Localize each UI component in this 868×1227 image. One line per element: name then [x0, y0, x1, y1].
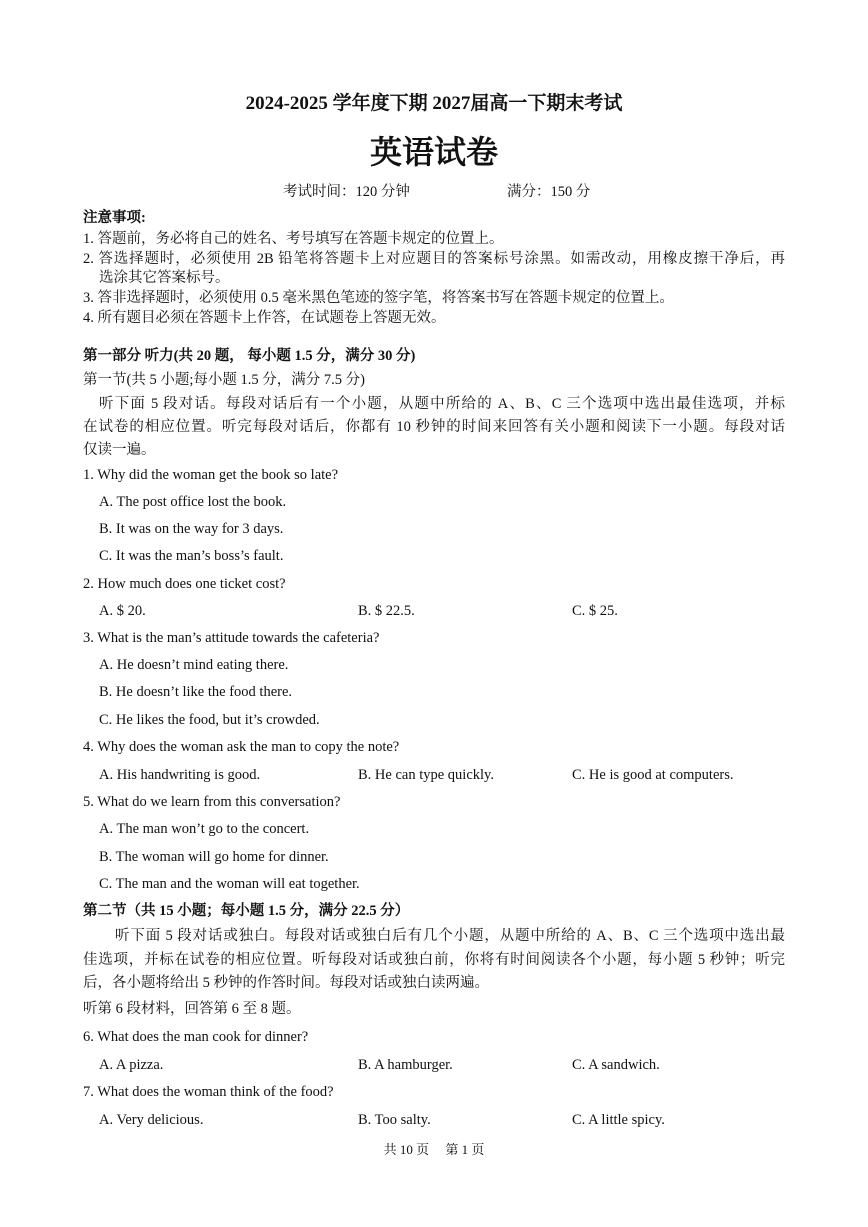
question: 1. Why did the woman get the book so late?: [83, 467, 339, 483]
question: 2. How much does one ticket cost?: [83, 576, 286, 592]
option: A. The man won’t go to the concert.: [99, 821, 310, 837]
section-title: 第二节（共 15 小题；每小题 1.5 分，满分 22.5 分）: [83, 903, 410, 919]
option: A. His handwriting is good.: [99, 767, 261, 783]
instruction-line: 仅读一遍。: [83, 442, 156, 458]
option: C. A sandwich.: [572, 1057, 660, 1073]
option: C. The man and the woman will eat together.: [99, 876, 360, 892]
question: 7. What does the woman think of the food?: [83, 1084, 334, 1100]
option: B. It was on the way for 3 days.: [99, 521, 284, 537]
option: C. It was the man’s boss’s fault.: [99, 548, 284, 564]
note-item: 选涂其它答案标号。: [99, 270, 230, 286]
question: 3. What is the man’s attitude towards the cafeteria?: [83, 630, 380, 646]
option: B. He can type quickly.: [358, 767, 494, 783]
instruction-line: 佳选项，并标在试卷的相应位置。听每段对话或独白前，你将有时间阅读各个小题，每小题 5 秒钟；听完: [83, 952, 785, 968]
option: C. $ 25.: [572, 603, 618, 619]
option: A. $ 20.: [99, 603, 146, 619]
question: 4. Why does the woman ask the man to copy the note?: [83, 739, 400, 755]
note-item: 1. 答题前，务必将自己的姓名、考号填写在答题卡规定的位置上。: [83, 231, 504, 247]
instruction-line: 在试卷的相应位置。听完每段对话后，你都有 10 秒钟的时间来回答有关小题和阅读下一小题。每段对话: [83, 419, 785, 435]
option: A. A pizza.: [99, 1057, 164, 1073]
question: 6. What does the man cook for dinner?: [83, 1029, 309, 1045]
option: B. He doesn’t like the food there.: [99, 684, 293, 700]
option: A. The post office lost the book.: [99, 494, 287, 510]
option: C. He is good at computers.: [572, 767, 734, 783]
note-item: 2. 答选择题时，必须使用 2B 铅笔将答题卡上对应题目的答案标号涂黑。如需改动，用橡皮擦干净后，再: [83, 251, 785, 267]
exam-title: 2024-2025 学年度下期 2027届高一下期末考试: [245, 93, 623, 114]
page-footer: 共 10 页 第 1 页: [383, 1142, 485, 1157]
section-title: 第一节(共 5 小题;每小题 1.5 分，满分 7.5 分): [83, 372, 365, 388]
note-item: 3. 答非选择题时，必须使用 0.5 毫米黑色笔迹的签字笔，将答案书写在答题卡规定的位置上。: [83, 290, 674, 306]
option: B. The woman will go home for dinner.: [99, 849, 329, 865]
option: C. A little spicy.: [572, 1112, 665, 1128]
option: B. $ 22.5.: [358, 603, 415, 619]
subject-title: 英语试卷: [369, 133, 498, 171]
exam-score: 满分：150 分: [507, 184, 591, 200]
instruction-line: 听下面 5 段对话或独白。每段对话或独白后有几个小题，从题中所给的 A、B、C 三个选项中选出最: [115, 928, 785, 944]
option: A. Very delicious.: [99, 1112, 204, 1128]
note-item: 4. 所有题目必须在答题卡上作答，在试题卷上答题无效。: [83, 310, 446, 326]
option: C. He likes the food, but it’s crowded.: [99, 712, 320, 728]
notes-title: 注意事项:: [83, 210, 146, 226]
exam-time: 考试时间：120 分钟: [283, 184, 410, 200]
option: B. A hamburger.: [358, 1057, 453, 1073]
option: A. He doesn’t mind eating there.: [99, 657, 289, 673]
option: B. Too salty.: [358, 1112, 431, 1128]
part-title: 第一部分 听力(共 20 题， 每小题 1.5 分，满分 30 分): [83, 348, 416, 364]
question: 5. What do we learn from this conversation?: [83, 794, 341, 810]
instruction-line: 听下面 5 段对话。每段对话后有一个小题，从题中所给的 A、B、C 三个选项中选出最佳选项，并标: [99, 396, 785, 412]
instruction-line: 后，各小题将给出 5 秒钟的作答时间。每段对话或独白读两遍。: [83, 975, 489, 991]
material-note: 听第 6 段材料，回答第 6 至 8 题。: [83, 1001, 301, 1017]
